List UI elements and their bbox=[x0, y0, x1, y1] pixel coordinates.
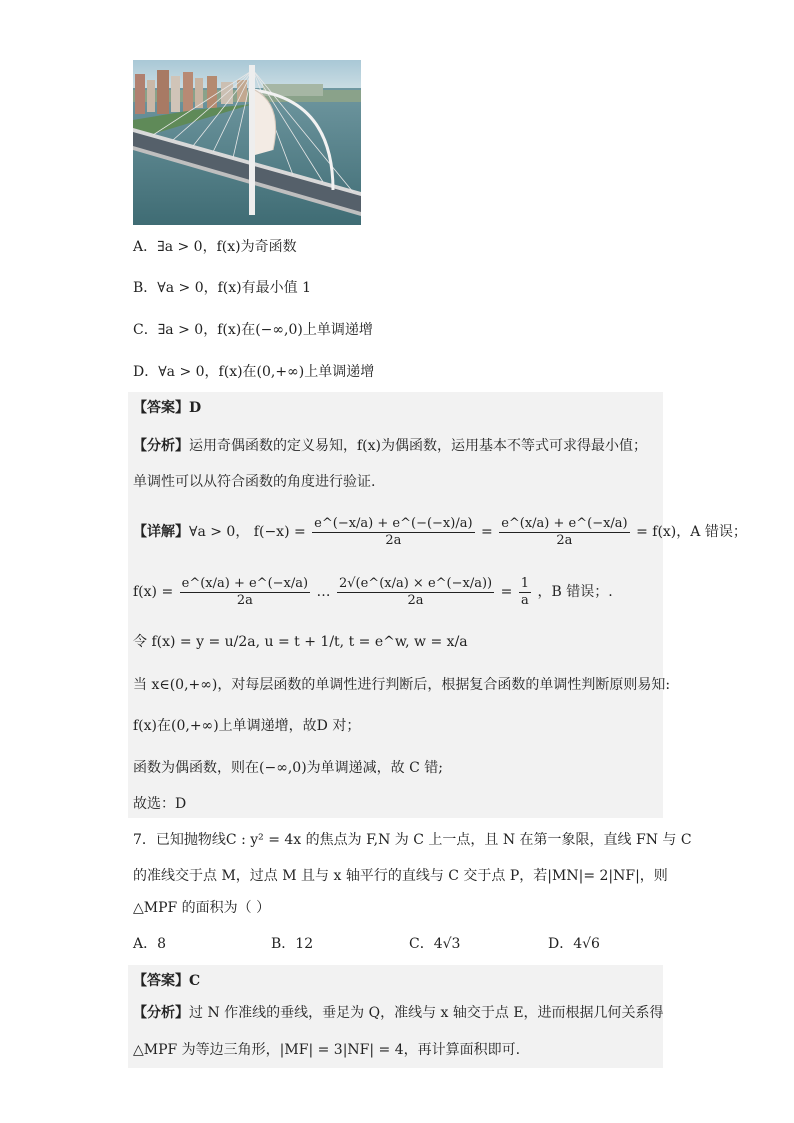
detail-q6-line4: 当 x∈(0,+∞)，对每层函数的单调性进行判断后，根据复合函数的单调性判断原则易知: bbox=[133, 677, 671, 693]
analysis-q6-line1 bbox=[133, 436, 647, 456]
option-b: B．∀a > 0，f(x)有最小值 1 bbox=[133, 280, 311, 296]
answer-q7 bbox=[133, 971, 200, 991]
detail-q6-line7: 故选：D bbox=[133, 796, 187, 812]
fraction-5-denominator: a bbox=[521, 592, 529, 608]
analysis-q7-line1 bbox=[133, 1003, 664, 1023]
fraction-5-numerator: 1 bbox=[520, 575, 530, 591]
fraction-3-denominator: 2a bbox=[236, 592, 253, 608]
bridge-photo bbox=[133, 60, 361, 225]
detail-q6-line2: f(x) = $\frac{e\^{}(x/a) + e\^{}(-x/a)}{2a}$ … $\frac{2√(e\^{}(x/a) \times e\^{}(-x/a))}{2a}$ = $\frac{1}{a}$ ，B 错误；. bbox=[133, 575, 613, 608]
analysis-q6-line2: 单调性可以从符合函数的角度进行验证. bbox=[133, 474, 376, 490]
detail-2-rhs: ，B 错误；. bbox=[537, 584, 613, 600]
detail-q6-line6: 函数为偶函数，则在(−∞,0)为单调递减，故 C 错; bbox=[133, 760, 444, 776]
analysis-q7-line2: △MPF 为等边三角形，|MF| = 3|NF| = 4，再计算面积即可. bbox=[133, 1042, 521, 1058]
question-7-line2: 的准线交于点 M，过点 M 且与 x 轴平行的直线与 C 交于点 P，若|MN|= 2|NF|，则 bbox=[133, 868, 668, 884]
fraction-4-numerator: 2√(e^(x/a) × e^(−x/a)) bbox=[338, 575, 493, 591]
fraction-1-numerator: e^(−x/a) + e^(−(−x)/a) bbox=[314, 515, 473, 531]
fraction-5 bbox=[519, 576, 531, 609]
analysis-q7-text1: 过 N 作准线的垂线，垂足为 Q，准线与 x 轴交于点 E，进而根据几何关系得 bbox=[189, 1005, 664, 1021]
analysis-q6-text1: 运用奇偶函数的定义易知，f(x)为偶函数，运用基本不等式可求得最小值； bbox=[189, 438, 647, 454]
option-c: C．∃a > 0，f(x)在(−∞,0)上单调递增 bbox=[133, 322, 373, 338]
q7-option-d: D．4√6 bbox=[548, 936, 600, 952]
answer-q6 bbox=[133, 398, 201, 418]
q7-option-c: C．4√3 bbox=[409, 936, 461, 952]
fraction-2 bbox=[499, 516, 629, 549]
fraction-3 bbox=[180, 576, 310, 609]
detail-q6-line5: f(x)在(0,+∞)上单调递增，故D 对； bbox=[133, 718, 361, 734]
answer-q7-text: 【答案】C bbox=[133, 973, 201, 989]
answer-q6-text: 【答案】D bbox=[133, 400, 202, 416]
question-7-line1: 7．已知抛物线C : y² = 4x 的焦点为 F,N 为 C 上一点，且 N 在第一象限，直线 FN 与 C bbox=[133, 832, 692, 848]
q7-option-b: B．12 bbox=[271, 936, 314, 952]
option-a: A．∃a > 0，f(x)为奇函数 bbox=[133, 239, 297, 255]
detail-label: 【详解】 bbox=[133, 524, 189, 540]
fraction-4 bbox=[337, 576, 494, 609]
fraction-2-denominator: 2a bbox=[556, 532, 573, 548]
analysis-q7-label: 【分析】 bbox=[133, 1005, 189, 1021]
detail-2-lhs: f(x) = bbox=[133, 584, 174, 600]
q7-option-a: A．8 bbox=[133, 936, 167, 952]
detail-rhs: = f(x)，A 错误； bbox=[636, 524, 747, 540]
question-7-line3: △MPF 的面积为（ ） bbox=[133, 900, 271, 916]
detail-q6-line3: 令 f(x) = y = u/2a, u = t + 1/t, t = e^w, w = x/a bbox=[133, 634, 468, 650]
fraction-1-denominator: 2a bbox=[385, 532, 402, 548]
fraction-3-numerator: e^(x/a) + e^(−x/a) bbox=[181, 575, 309, 591]
option-d: D．∀a > 0，f(x)在(0,+∞)上单调递增 bbox=[133, 364, 375, 380]
detail-q6-line1: 【详解】∀a > 0， f(−x) = $\frac{e\^{}(-x/a) + e\^{}(-(-x)/a)}{2a}$ = $\frac{e\^{}(x/a) + e\^{}(-x/a)}{2a}$ = f(x)，A 错误； bbox=[133, 515, 747, 548]
detail-prefix: ∀a > 0， bbox=[189, 524, 250, 540]
fraction-4-denominator: 2a bbox=[407, 592, 424, 608]
fraction-1 bbox=[312, 516, 474, 549]
fraction-2-numerator: e^(x/a) + e^(−x/a) bbox=[501, 515, 628, 531]
analysis-label: 【分析】 bbox=[133, 438, 189, 454]
detail-lhs: f(−x) = bbox=[253, 524, 306, 540]
